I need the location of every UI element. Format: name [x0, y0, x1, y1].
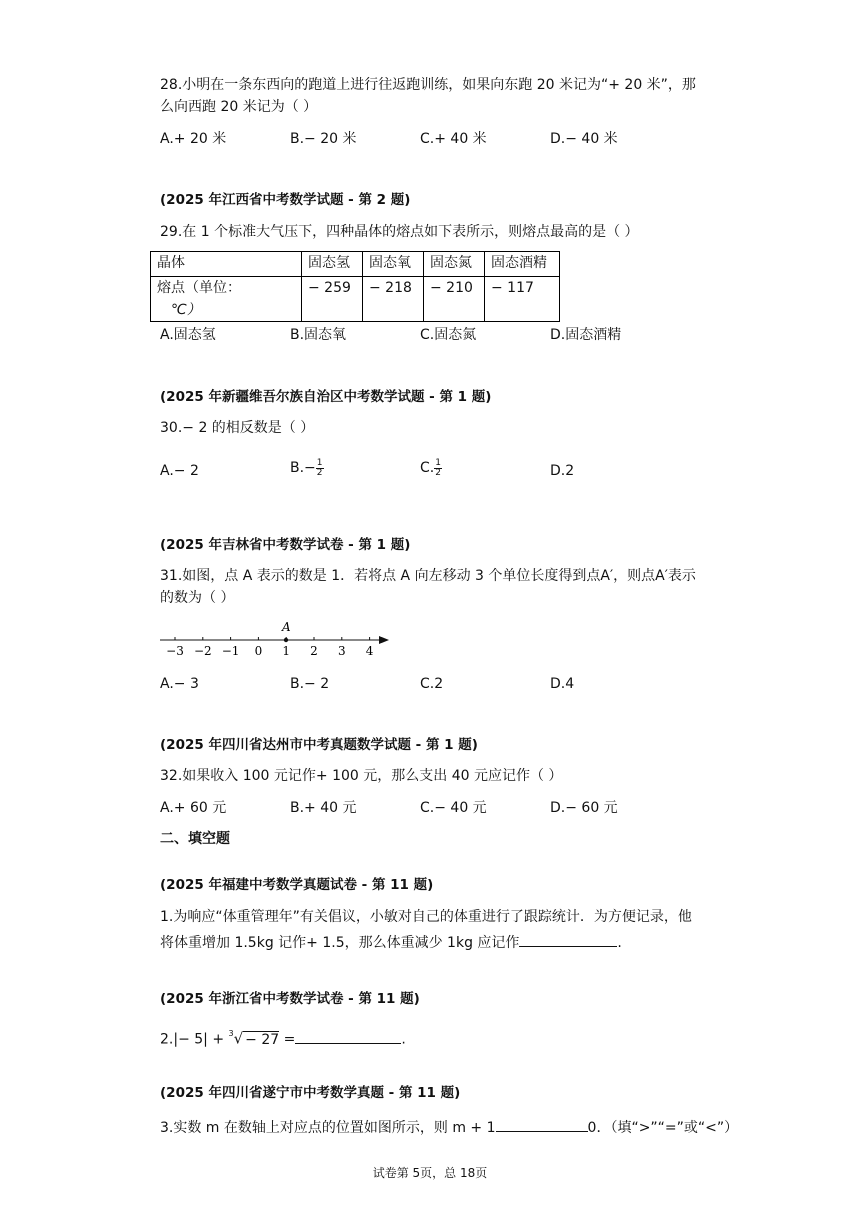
q30-option-d: D.2 [550, 463, 575, 479]
f2-equals: = [279, 1031, 296, 1048]
table-cell: − 218 [363, 277, 424, 322]
row-label-line1: 熔点（单位： [157, 280, 241, 296]
number-line-tick-label: 2 [310, 644, 318, 658]
f1-source: (2025 年福建中考数学真题试卷 - 第 11 题) [160, 877, 434, 893]
q31-option-a: A.− 3 [160, 676, 199, 692]
table-row-label [151, 277, 302, 322]
table-cell: − 117 [485, 277, 560, 322]
f3-answer-blank[interactable] [496, 1115, 588, 1132]
f1-end: . [617, 935, 622, 951]
q29-source: (2025 年江西省中考数学试题 - 第 2 题) [160, 192, 411, 208]
q32-stem: 32.如果收入 100 元记作+ 100 元，那么支出 40 元应记作（ ） [160, 768, 563, 784]
fraction-denominator: 2 [316, 467, 323, 478]
q28-stem-line1: 28.小明在一条东西向的跑道上进行往返跑训练，如果向东跑 20 米记为“+ 20 米”，那 [160, 77, 696, 93]
f3-end: 0．（填“>”“=”或“<”） [587, 1120, 739, 1136]
q28-stem-line2: 么向西跑 20 米记为（ ） [160, 99, 318, 115]
q29-stem: 29.在 1 个标准大气压下，四种晶体的熔点如下表所示，则熔点最高的是（ ） [160, 224, 639, 240]
table-cell: − 259 [302, 277, 363, 322]
q29-option-b: B.固态氧 [290, 327, 347, 343]
f1-stem-line2 [160, 930, 622, 953]
q32-option-b: B.+ 40 元 [290, 800, 357, 816]
q30-stem: 30.− 2 的相反数是（ ） [160, 420, 315, 436]
table-cell: − 210 [424, 277, 485, 322]
f2-stem [160, 1026, 406, 1050]
number-line-tick-label: 3 [337, 644, 346, 658]
table-header-cell: 固态氮 [424, 252, 485, 277]
table-header-cell: 固态氧 [363, 252, 424, 277]
q32-source: (2025 年四川省达州市中考真题数学试题 - 第 1 题) [160, 737, 478, 753]
q32-option-a: A.+ 60 元 [160, 800, 227, 816]
q30-option-b [290, 458, 324, 478]
number-line-tick-label: 4 [365, 644, 374, 658]
q28-option-b: B.− 20 米 [290, 131, 357, 147]
q30-option-c [420, 458, 442, 478]
q32-option-c: C.− 40 元 [420, 800, 487, 816]
q28-option-d: D.− 40 米 [550, 131, 618, 147]
q31-stem-line2: 的数为（ ） [160, 590, 235, 606]
table-header-cell: 晶体 [151, 252, 302, 277]
row-label-line2: ℃） [171, 302, 201, 318]
f2-answer-blank[interactable] [295, 1027, 401, 1044]
q31-stem-line1: 31.如图，点 A 表示的数是 1．若将点 A 向左移动 3 个单位长度得到点A′，则点A′表示 [160, 568, 696, 584]
number-line-tick-label: 1 [282, 644, 291, 658]
page-footer: 试卷第 5页，总 18页 [372, 1166, 488, 1180]
q30-option-c-prefix: C. [420, 460, 435, 476]
number-line-tick-label: −1 [221, 644, 240, 658]
q28-option-c: C.+ 40 米 [420, 131, 487, 147]
q31-option-c: C.2 [420, 676, 444, 692]
number-line-figure [155, 618, 395, 660]
number-line-arrow [379, 636, 389, 644]
section-title-fill-in: 二、填空题 [160, 831, 230, 847]
radical-sign: √ [233, 1029, 244, 1048]
q29-option-d: D.固态酒精 [550, 327, 622, 343]
f3-stem [160, 1115, 738, 1138]
f3-stem-text: 3.实数 m 在数轴上对应点的位置如图所示，则 m + 1 [160, 1120, 496, 1136]
table-header-row [151, 252, 560, 277]
f2-source: (2025 年浙江省中考数学试卷 - 第 11 题) [160, 991, 420, 1007]
root-index: 3 [228, 1029, 234, 1038]
q29-option-c: C.固态氮 [420, 327, 477, 343]
number-line-tick-label: 0 [254, 644, 263, 658]
table-row [151, 277, 560, 322]
point-a-label: A [282, 620, 291, 634]
f2-end: . [401, 1031, 406, 1048]
fraction-numerator: 1 [435, 457, 441, 468]
table-header-cell: 固态氢 [302, 252, 363, 277]
fraction-denominator: 2 [435, 467, 441, 478]
f1-stem-line2-text: 将体重增加 1.5kg 记作+ 1.5，那么体重减少 1kg 应记作 [160, 935, 520, 951]
q31-source: (2025 年吉林省中考数学试卷 - 第 1 题) [160, 537, 411, 553]
point-a-marker [284, 638, 288, 642]
q31-option-b: B.− 2 [290, 676, 330, 692]
fraction-one-half [434, 459, 442, 478]
fraction-numerator: 1 [316, 457, 323, 468]
number-line-tick-label: −2 [193, 644, 212, 658]
q30-source: (2025 年新疆维吾尔族自治区中考数学试题 - 第 1 题) [160, 389, 492, 405]
fraction-one-half [316, 459, 324, 478]
table-header-cell: 固态酒精 [485, 252, 560, 277]
q29-option-a: A.固态氢 [160, 327, 216, 343]
q30-option-b-prefix: B.− [290, 460, 316, 476]
f2-prefix: 2.|− 5| + [160, 1031, 229, 1048]
melting-point-table [150, 251, 560, 322]
number-line-tick-label: −3 [166, 644, 184, 658]
q32-option-d: D.− 60 元 [550, 800, 618, 816]
q30-option-a: A.− 2 [160, 463, 199, 479]
radicand: − 27 [245, 1031, 280, 1048]
f3-source: (2025 年四川省遂宁市中考数学真题 - 第 11 题) [160, 1085, 461, 1101]
q28-option-a: A.+ 20 米 [160, 131, 227, 147]
q31-option-d: D.4 [550, 676, 575, 692]
f1-answer-blank[interactable] [519, 930, 617, 947]
f1-stem-line1: 1.为响应“体重管理年”有关倡议，小敏对自己的体重进行了跟踪统计．为方便记录，他 [160, 909, 692, 925]
